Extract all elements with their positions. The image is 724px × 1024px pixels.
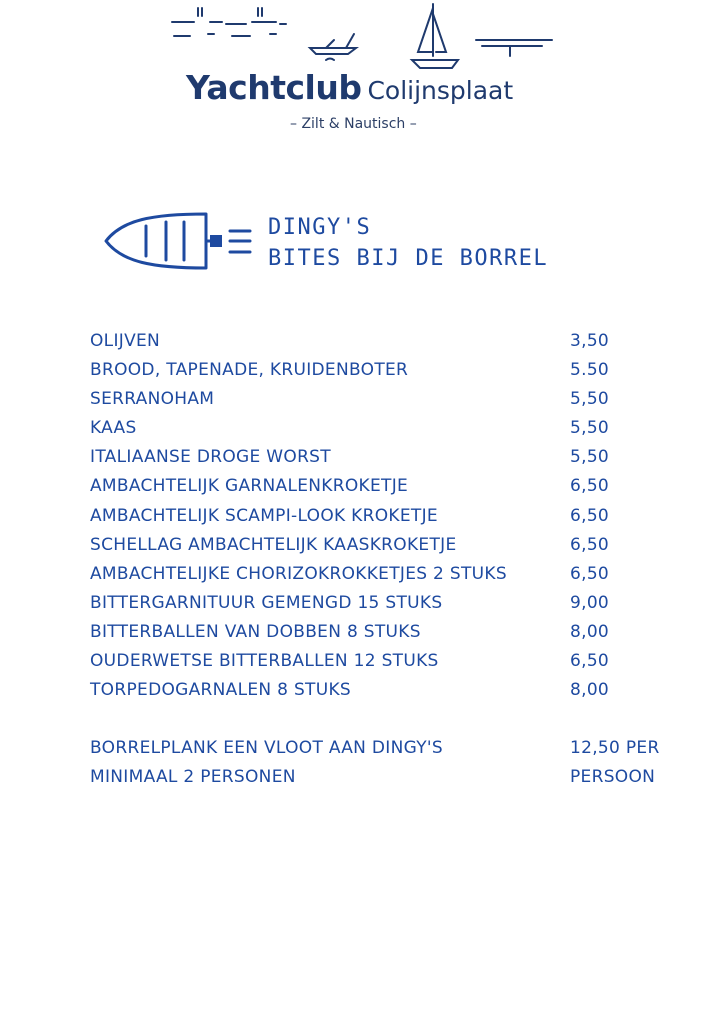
menu-item	[90, 443, 690, 472]
menu-item-price: 5,50	[570, 447, 610, 468]
harbor-boats-icon	[150, 0, 570, 70]
brand-place: Colijnsplaat	[367, 76, 514, 105]
menu-item	[90, 356, 690, 385]
menu-item-name: KAAS	[90, 418, 137, 439]
menu-item-price: 5,50	[570, 418, 610, 439]
special-item	[90, 763, 690, 792]
menu-item	[90, 472, 690, 501]
menu-item	[90, 327, 690, 356]
menu-item-price: 5,50	[570, 389, 610, 410]
brand-tagline: – Zilt & Nautisch –	[290, 116, 417, 132]
special-item-name: BORRELPLANK EEN VLOOT AAN DINGY'S	[90, 738, 443, 759]
menu-item-price: 6,50	[570, 505, 610, 526]
menu-item-name: SERRANOHAM	[90, 389, 215, 410]
logo	[150, 0, 570, 140]
brand-name	[186, 68, 513, 107]
menu-list	[90, 327, 690, 792]
menu-item-price: 6,50	[570, 563, 610, 584]
menu-item	[90, 531, 690, 560]
menu-item-name: BITTERBALLEN VAN DOBBEN 8 STUKS	[90, 621, 421, 642]
menu-item-name: OLIJVEN	[90, 331, 161, 351]
menu-item-name: AMBACHTELIJKE CHORIZOKROKKETJES 2 STUKS	[90, 563, 507, 584]
special-item	[90, 734, 690, 763]
menu-item-price: 5.50	[570, 360, 610, 381]
section-title	[268, 212, 548, 274]
menu-item-price: 8,00	[570, 621, 610, 642]
menu-item	[90, 618, 690, 647]
menu-item-price: 8,00	[570, 680, 610, 701]
special-item-price-unit: PERSOON	[570, 767, 656, 788]
menu-item	[90, 414, 690, 443]
menu-item-price: 6,50	[570, 651, 610, 672]
section-title-line-2: BITES BIJ DE BORREL	[268, 246, 549, 271]
menu-item-name: BROOD, TAPENADE, KRUIDENBOTER	[90, 360, 409, 381]
menu-item	[90, 560, 690, 589]
menu-item-name: SCHELLAG AMBACHTELIJK KAASKROKETJE	[90, 534, 457, 555]
menu-spacer	[90, 705, 690, 734]
menu-item-price: 6,50	[570, 534, 610, 555]
menu-item-price: 6,50	[570, 476, 610, 497]
menu-item-price: 9,00	[570, 592, 610, 613]
special-item-price: 12,50 PER	[570, 738, 660, 759]
menu-item-name: AMBACHTELIJK GARNALENKROKETJE	[90, 476, 409, 497]
menu-item	[90, 647, 690, 676]
menu-item-name: BITTERGARNITUUR GEMENGD 15 STUKS	[90, 592, 443, 613]
dinghy-icon	[102, 210, 258, 272]
menu-item-price: 3,50	[570, 331, 610, 351]
menu-item	[90, 385, 690, 414]
menu-item-name: TORPEDOGARNALEN 8 STUKS	[90, 680, 352, 701]
menu-item	[90, 502, 690, 531]
menu-item-name: AMBACHTELIJK SCAMPI-LOOK KROKETJE	[90, 505, 438, 526]
brand-title: Yachtclub	[186, 68, 362, 107]
special-item-note: MINIMAAL 2 PERSONEN	[90, 767, 296, 788]
menu-item	[90, 589, 690, 618]
menu-item-name: OUDERWETSE BITTERBALLEN 12 STUKS	[90, 651, 439, 672]
menu-item-name: ITALIAANSE DROGE WORST	[90, 447, 331, 468]
menu-item	[90, 676, 690, 705]
section-title-line-1: DINGY'S	[268, 215, 372, 240]
